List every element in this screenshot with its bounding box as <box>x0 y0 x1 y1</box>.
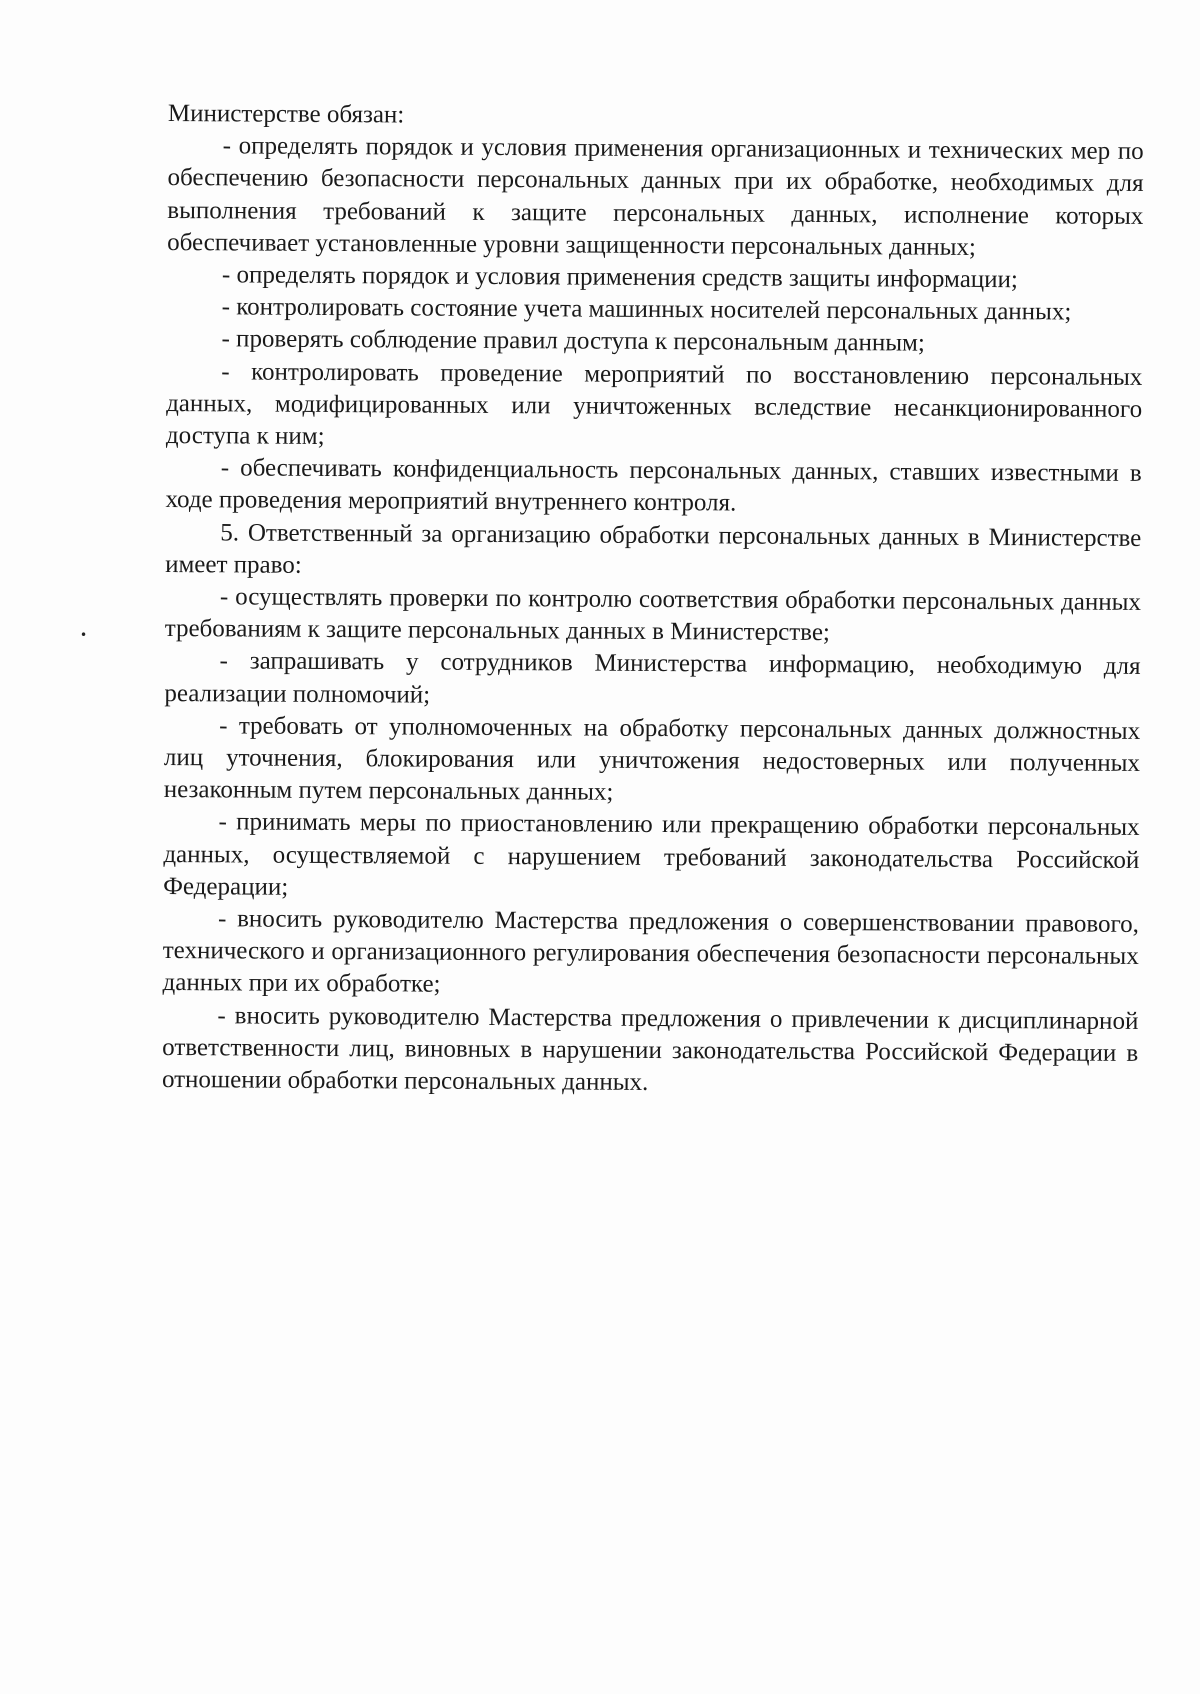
right-item: - запрашивать у сотрудников Министерства информацию, необходимую для реализации полномочий; <box>164 647 1141 709</box>
duty-item: - обеспечивать конфиденциальность персональных данных, ставших известными в ходе проведения мероприятий внутреннего контроля. <box>165 454 1142 517</box>
duty-item: - определять порядок и условия применения средств защиты информации; <box>221 261 1019 294</box>
right-item: - требовать от уполномоченных на обработку персональных данных должностных лиц уточнения, блокирования или уничтожения недостоверных или полученных незаконным путем персональных данных; <box>163 712 1141 806</box>
duty-item: - проверять соблюдение правил доступа к персональным данным; <box>221 325 925 358</box>
duty-item: - контролировать состояние учета машинных носителей персональных данных; <box>221 293 1072 326</box>
section-5-heading: 5. Ответственный за организацию обработки персональных данных в Министерстве имеет право: <box>165 518 1142 579</box>
document-body <box>162 98 1144 1102</box>
right-item: - осуществлять проверки по контролю соответствия обработки персональных данных требованиям к защите персональных данных в Министерстве; <box>164 583 1142 647</box>
right-item: - вносить руководителю Мастерства предложения о совершенствовании правового, технического и организационного регулирования обеспечения безопасности персональных данных при их обработке; <box>162 905 1140 999</box>
intro-line: Министерстве обязан: <box>167 99 405 129</box>
duty-item: - определять порядок и условия применения организационных и технических мер по обеспечению безопасности персональных данных при их обработке, необходимых для выполнения требований к защите персональных данных, исполнение которых обеспечивает установленные уровни защищенности персональных данных; <box>167 132 1144 261</box>
right-item: - принимать меры по приостановлению или прекращению обработки персональных данных, осуществляемой с нарушением требований законодательства Российской Федерации; <box>163 808 1140 901</box>
right-item: - вносить руководителю Мастерства предложения о привлечении к дисциплинарной ответственности лиц, виновных в нарушении законодательства Российской Федерации в отношении обработки персональных данных. <box>161 1002 1139 1097</box>
duty-item: - контролировать проведение мероприятий по восстановлению персональных данных, модифицированных или уничтоженных вследствие несанкционированного доступа к ним; <box>165 357 1143 450</box>
scan-speck: • <box>80 628 88 642</box>
